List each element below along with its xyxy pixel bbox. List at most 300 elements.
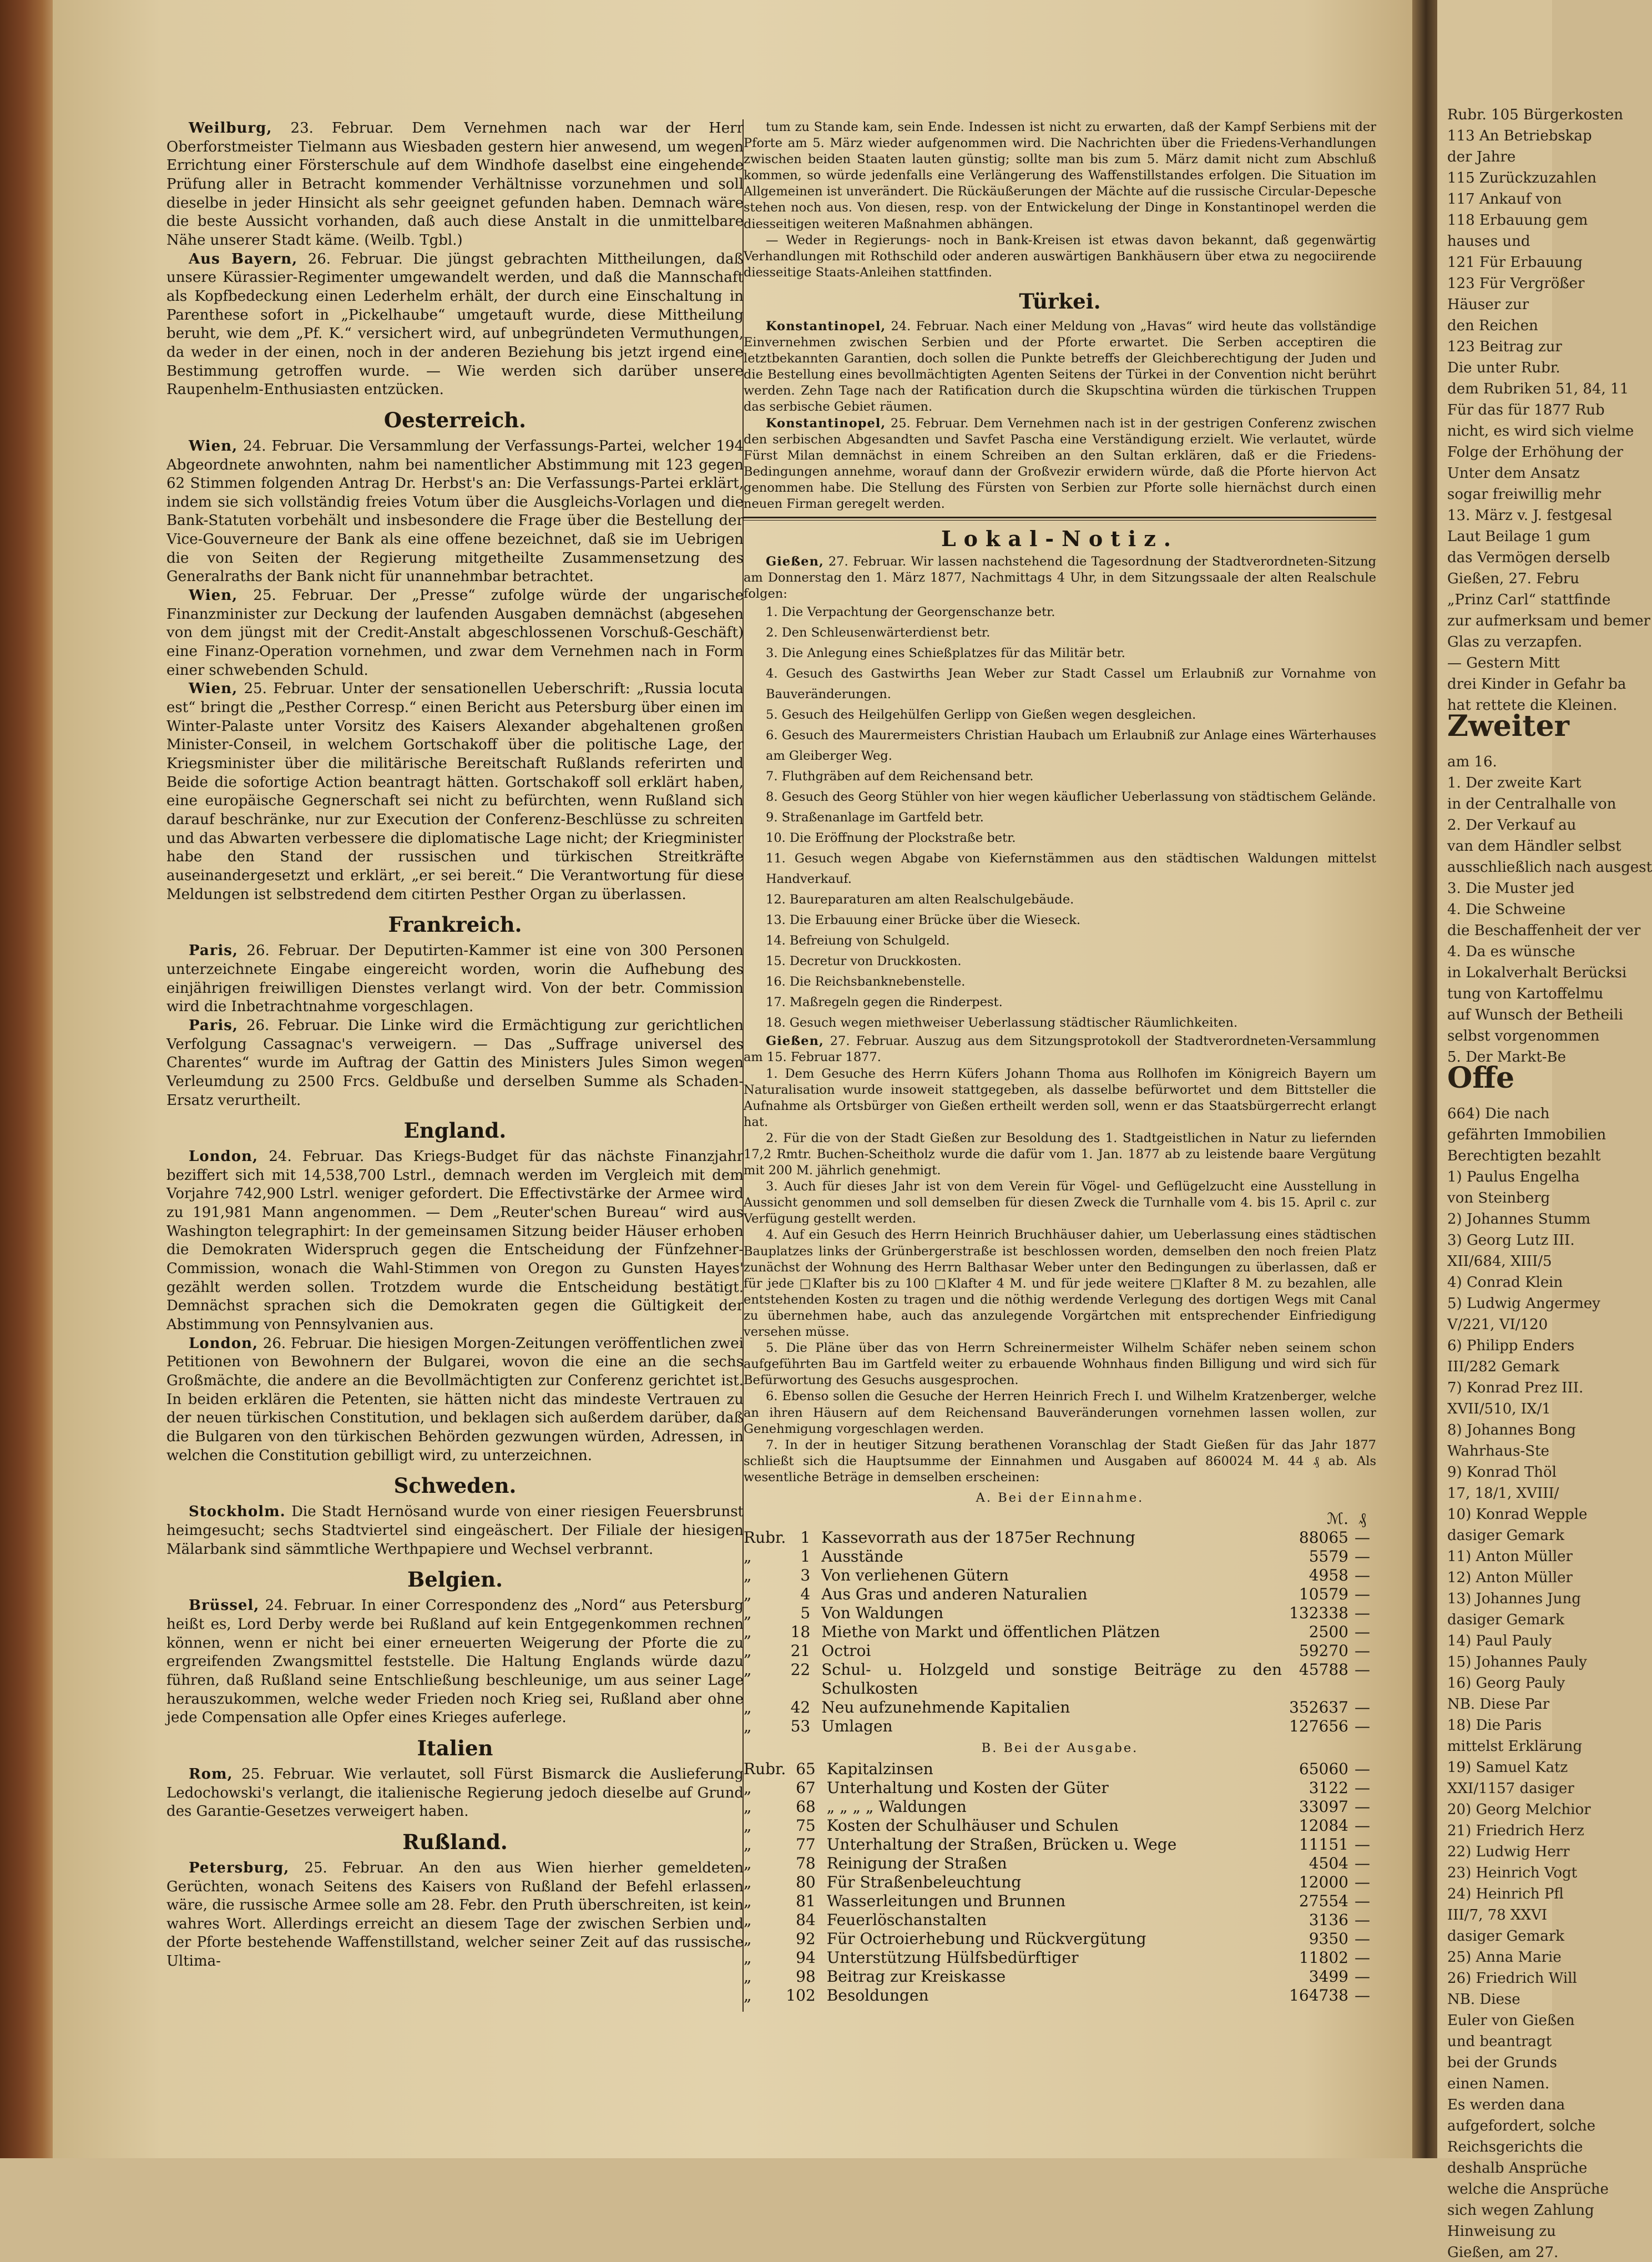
agenda-item: 5. Gesuch des Heilgehülfen Gerlipp von Gießen wegen desgleichen.	[766, 708, 1196, 723]
article-paragraph	[166, 1335, 744, 1466]
adjacent-page-line: NB. Diese	[1447, 1991, 1520, 2008]
adjacent-page-line: 6) Philipp Enders	[1447, 1337, 1575, 1354]
table-row	[744, 1642, 1376, 1660]
table-row	[744, 1528, 1376, 1547]
article-paragraph	[166, 1859, 744, 1971]
rubric-label: „	[744, 1585, 752, 1604]
rubric-label: „	[744, 1717, 752, 1736]
adjacent-page-line: Zweiter	[1447, 709, 1570, 743]
article-text: 26. Februar. Die Linke wird die Ermächtigung zur gerichtlichen Verfolgung Cassagnac's verweigern. — Das „Suffrage universel des Charentes“ wurde im Auftrag der Gattin des Ministers Jules Simon wegen Verleumdung zu 2500 Frcs. Geldbuße und derselben Summe als Schaden-Ersatz verurtheilt.	[166, 1017, 744, 1109]
article-text: 24. Februar. Die Versammlung der Verfassungs-Partei, welcher 194 Abgeordnete anwohnten, nahm bei namentlicher Abstimmung mit 123 gegen 62 Stimmen folgenden Antrag Dr. Herbst's an: Die Verfassungs-Partei erklärt, indem sie sich vollständig freies Votum über die Ausgleichs-Vorlagen und die Bank-Statuten vorbehält und insbesondere die Frage über die Bestellung der Vice-Gouverneure der Bank als eine offene bezeichnet, daß sie im Uebrigen die von Seiten der Regierung mitgetheilte Zusammensetzung des Generalraths der Bank nicht für unannehmbar betrachtet.	[166, 437, 744, 585]
article-text: 26. Februar. Die hiesigen Morgen-Zeitungen veröffentlichen zwei Petitionen von Bewohnern der Bulgarei, wovon die eine an die sechs Großmächte, die andere an die Bevollmächtigten zur Conferenz gerichtet ist. In beiden erklären die Petenten, sie hätten nicht das mindeste Vertrauen zu der neuen türkischen Constitution, und beklagen sich außerdem darüber, daß die Bulgaren von den türkischen Behörden gezwungen würden, Adressen, in welchen die Constitution gebilligt wird, zu unterzeichnen.	[166, 1335, 744, 1464]
rubric-label: „	[744, 1779, 752, 1798]
amount-pfennig: —	[1355, 1816, 1370, 1835]
adjacent-page-line: 13) Johannes Jung	[1447, 1591, 1581, 1607]
article-text: 23. Februar. Dem Vernehmen nach war der Herr Oberforstmeister Tielmann aus Wiesbaden gestern hier anwesend, um wegen Errichtung einer Försterschule auf dem Windhofe daselbst eine eingehende Prüfung aller in Betracht kommender Verhältnisse vorzunehmen und soll dieselbe in jeder Hinsicht als sehr geeignet gefunden haben. Demnach wäre die beste Aussicht vorhanden, daß auch diese Anstalt in die unmittelbare Nähe unserer Stadt käme. (Weilb. Tgbl.)	[166, 120, 744, 249]
item-description: Unterstützung Hülfsbedürftiger	[826, 1948, 1079, 1967]
rubric-number: 53	[790, 1717, 811, 1736]
amount-pfennig: —	[1355, 1642, 1370, 1660]
adjacent-page-line: 14) Paul Pauly	[1447, 1633, 1552, 1649]
table-row	[744, 1986, 1376, 2005]
table-row	[744, 1911, 1376, 1930]
item-description: Feuerlöschanstalten	[826, 1911, 987, 1930]
rubric-label: „	[744, 1604, 752, 1623]
amount-pfennig: —	[1355, 1873, 1370, 1892]
adjacent-page-line: in Lokalverhalt Berücksi	[1447, 965, 1627, 981]
einnahme-table	[744, 1509, 1376, 1736]
section-heading: Rußland.	[402, 1829, 508, 1854]
article-paragraph	[744, 233, 1376, 281]
place-name: Rom,	[189, 1765, 233, 1783]
adjacent-page-line: XVII/510, IX/1	[1447, 1401, 1551, 1417]
adjacent-page-line: III/7, 78 XXVI	[1447, 1907, 1548, 1923]
adjacent-page-line: Gießen, 27. Febru	[1447, 570, 1579, 587]
amount-pfennig: —	[1355, 1986, 1370, 2005]
rubric-number: 1	[800, 1547, 811, 1566]
agenda-item: 4. Gesuch des Gastwirths Jean Weber zur Stadt Cassel um Erlaubniß zur Vornahme von Bauveränderungen.	[766, 667, 1376, 702]
rubric-label: Rubr.	[744, 1528, 786, 1547]
rubric-number: 78	[796, 1854, 816, 1873]
amount-mark: 127656	[1289, 1717, 1348, 1736]
rubric-label: „	[744, 1948, 752, 1967]
table-row	[744, 1798, 1376, 1816]
adjacent-page-line: Euler von Gießen	[1447, 2012, 1575, 2029]
book-gutter	[1412, 0, 1437, 2158]
adjacent-page-line: 9) Konrad Thöl	[1447, 1464, 1557, 1481]
adjacent-page-line: NB. Diese Par	[1447, 1696, 1550, 1713]
article-text: 24. Februar. Das Kriegs-Budget für das nächste Finanzjahr beziffert sich mit 14,538,700 Lstrl., demnach werden im Vergleich mit dem Vorjahre 742,900 Lstrl. weniger gefordert. Die Effectivstärke der Armee wird zu 191,981 Mann angenommen. — Dem „Reuter'schen Bureau“ wird aus Washington telegraphirt: In der gemeinsamen Sitzung beider Häuser erhoben die Demokraten Widerspruch gegen die Entscheidung der Fünfzehner-Commission, wonach die Wahl-Stimmen von Oregon zu Gunsten Hayes' gezählt werden sollen. Trotzdem wurde die Entscheidung bestätigt. Demnächst sprachen sich die Demokraten gegen die Gültigkeit der Abstimmung von Pennsylvanien aus.	[166, 1148, 744, 1334]
protokoll-item: 1. Dem Gesuche des Herrn Küfers Johann Thoma aus Rollhofen im Königreich Bayern um Naturalisation wurde insoweit stattgegeben, als dasselbe befürwortet und dem Bittsteller die Aufnahme als Ortsbürger von Gießen ertheilt werden soll, wenn er das Staatsbürgerrecht erlangt hat.	[744, 1066, 1376, 1129]
unit-pfennig-header: ₰	[1358, 1509, 1366, 1528]
adjacent-page-line: 19) Samuel Katz	[1447, 1759, 1568, 1776]
table-row	[744, 1623, 1376, 1642]
amount-pfennig: —	[1355, 1798, 1370, 1816]
item-description: Reinigung der Straßen	[826, 1854, 1007, 1873]
adjacent-page-line: den Reichen	[1447, 317, 1538, 334]
protokoll-item: 7. In der in heutiger Sitzung berathenen Voranschlag der Stadt Gießen für das Jahr 1877 schließt sich die Hauptsumme der Einnahmen und Ausgaben auf 860024 M. 44 ₰ ab. Als wesentliche Beträge in demselben erscheinen:	[744, 1437, 1376, 1485]
agenda-item: 1. Die Verpachtung der Georgenschanze betr.	[766, 605, 1055, 620]
lokal-intro	[744, 554, 1376, 602]
item-description: Besoldungen	[826, 1986, 929, 2005]
adjacent-page-line: 17, 18/1, XVIII/	[1447, 1485, 1559, 1502]
rubric-number: 102	[786, 1986, 816, 2005]
amount-pfennig: —	[1355, 1760, 1370, 1779]
amount-pfennig: —	[1355, 1948, 1370, 1967]
adjacent-page-line: 20) Georg Melchior	[1447, 1801, 1591, 1818]
place-name: Petersburg,	[189, 1859, 290, 1876]
adjacent-page-line: und beantragt	[1447, 2033, 1552, 2050]
item-description: Für Straßenbeleuchtung	[826, 1873, 1022, 1892]
article-text: 25. Februar. Unter der sensationellen Ueberschrift: „Russia locuta est“ bringt die „Pesther Corresp.“ einen Bericht aus Petersburg über einen im Winter-Palaste unter Vorsitz des Kaisers Alexander abgehaltenen großen Minister-Conseil, in welchem Gortschakoff über die politische Lage, der Kriegsminister über die militärische Bereitschaft Rußlands referirten und Beide die sofortige Action beantragt hätten. Gortschakoff soll erklärt haben, eine europäische Gegnerschaft sei nicht zu befürchten, wenn Rußland sich darauf beschränke, nur zur Execution der Conferenz-Beschlüsse zu schreiten und das Abwarten verbessere die diplomatische Lage nicht; der Kriegminister habe den Stand der russischen und türkischen Streitkräfte auseinandergesetzt und erklärt, „er sei bereit.“ Die Verantwortung für diese Meldungen ist selbstredend dem citirten Pesther Organ zu überlassen.	[166, 680, 744, 903]
table-row	[744, 1835, 1376, 1854]
adjacent-page-line: Häuser zur	[1447, 296, 1529, 313]
amount-mark: 11802	[1299, 1948, 1348, 1967]
rubric-label: „	[744, 1930, 752, 1948]
einnahme-title: A. Bei der Einnahme.	[976, 1490, 1144, 1505]
amount-mark: 11151	[1299, 1835, 1348, 1854]
item-description: Aus Gras und anderen Naturalien	[821, 1585, 1088, 1604]
item-description: Unterhaltung der Straßen, Brücken u. Wege	[826, 1835, 1177, 1854]
table-row	[744, 1717, 1376, 1736]
agenda-item: 8. Gesuch des Georg Stühler von hier wegen käuflicher Ueberlassung von städtischem Gelände.	[766, 790, 1376, 805]
agenda-item: 13. Die Erbauung einer Brücke über die Wieseck.	[766, 913, 1081, 928]
article-paragraph	[166, 680, 744, 904]
rubric-number: 3	[800, 1566, 811, 1585]
adjacent-page-line: Es werden dana	[1447, 2097, 1565, 2113]
table-row	[744, 1698, 1376, 1717]
protokoll-item: 2. Für die von der Stadt Gießen zur Besoldung des 1. Stadtgeistlichen in Natur zu liefernden 17,2 Rmtr. Buchen-Scheitholz wurde die dafür vom 1. Jan. 1877 ab zu leistende baare Vergütung mit 200 M. jährlich genehmigt.	[744, 1130, 1376, 1178]
article-text: 25. Februar. Der „Presse“ zufolge würde der ungarische Finanzminister zur Deckung der laufenden Ausgaben demnächst (abgesehen von dem jüngst mit der Credit-Anstalt abgeschlossenen Vorschuß-Geschäft) eine Finanz-Operation vornehmen, und zwar dem Vernehmen nach in Form einer schwebenden Schuld.	[166, 587, 744, 679]
place-name: Stockholm.	[189, 1503, 286, 1521]
adjacent-page-line: 26) Friedrich Will	[1447, 1970, 1577, 1987]
adjacent-page-line: III/282 Gemark	[1447, 1359, 1559, 1375]
item-description: „ „ „ „ Waldungen	[826, 1798, 967, 1816]
rubric-number: 18	[790, 1623, 811, 1642]
table-row	[744, 1967, 1376, 1986]
rubric-number: 81	[796, 1892, 816, 1911]
agenda-item: 11. Gesuch wegen Abgabe von Kiefernstämmen aus den städtischen Waldungen mittelst Handverkauf.	[766, 851, 1376, 887]
place-name: Brüssel,	[189, 1597, 260, 1614]
article-paragraph	[166, 1503, 744, 1559]
left-column	[166, 119, 744, 1971]
agenda-item: 6. Gesuch des Maurermeisters Christian Haubach um Erlaubniß zur Anlage eines Wärterhauses am Gleiberger Weg.	[766, 728, 1376, 764]
amount-pfennig: —	[1355, 1930, 1370, 1948]
adjacent-page-line: 2. Der Verkauf au	[1447, 817, 1577, 834]
article-text: Die Stadt Hernösand wurde von einer riesigen Feuersbrunst heimgesucht; sechs Stadtviertel sind eingeäschert. Der Filiale der hiesigen Mälarbank sind sämmtliche Werthpapiere und Wechsel verbrannt.	[166, 1503, 744, 1558]
article-text: tum zu Stande kam, sein Ende. Indessen ist nicht zu erwarten, daß der Kampf Serbiens mit der Pforte am 5. März wieder aufgenommen wird. Die Nachrichten über die Friedens-Verhandlungen zwischen beiden Staaten lauten günstig; sollte man bis zum 5. März damit nicht zum Abschluß kommen, so würde jedenfalls eine Verlängerung des Waffenstillstandes erfolgen. Die Situation im Allgemeinen ist unverändert. Die Rückäußerungen der Mächte auf die russische Circular-Depesche stehen noch aus. Von diesen, resp. von der Entwickelung der Dinge in Konstantinopel werden die diesseitigen weiteren Maßnahmen abhängen.	[744, 120, 1376, 231]
item-description: Unterhaltung und Kosten der Güter	[826, 1779, 1109, 1798]
protokoll-intro	[744, 1033, 1376, 1066]
adjacent-page-line: selbst vorgenommen	[1447, 1028, 1600, 1044]
section-heading: Schweden.	[393, 1473, 517, 1498]
amount-pfennig: —	[1355, 1967, 1370, 1986]
table-row	[744, 1816, 1376, 1835]
table-row	[744, 1930, 1376, 1948]
unit-mark-header: ℳ.	[1327, 1509, 1348, 1528]
article-text: 24. Februar. In einer Correspondenz des „Nord“ aus Petersburg heißt es, Lord Derby werde bei Rußland auf kein Entgegenkommen rechnen können, wenn er nicht bei einer erneuerten Weigerung der Pforte die zu ergreifenden Zwangsmittel feststelle. Die Haltung Englands würde dazu führen, daß Rußland seine Entschließung beschleunige, um aus seiner Lage herauszukommen, welche weder Frieden noch Krieg sei, Rußland aber ohne jede Compensation alle Opfer eines Krieges auferlege.	[166, 1597, 744, 1726]
adjacent-page-line: hat rettete die Kleinen.	[1447, 697, 1618, 714]
agenda-item: 7. Fluthgräben auf dem Reichensand betr.	[766, 769, 1034, 784]
adjacent-page-line: dasiger Gemark	[1447, 1928, 1565, 1945]
adjacent-page-line: nicht, es wird sich vielme	[1447, 423, 1634, 440]
adjacent-page-line: welche die Ansprüche	[1447, 2181, 1609, 2198]
adjacent-page-line: Gießen, am 27.	[1447, 2244, 1559, 2261]
rubric-label: „	[744, 1835, 752, 1854]
rubric-number: 42	[790, 1698, 811, 1717]
article-text: 26. Februar. Die jüngst gebrachten Mittheilungen, daß unsere Kürassier-Regimenter umgewandelt werden, und daß die Mannschaft als Kopfbedeckung einen Lederhelm erhält, der durch eine Einschaltung in Parenthese sofort in „Pickelhaube“ umgetauft wurde, diese Mittheilung beruht, wie dem „Pf. K.“ versichert wird, auf unbegründeten Vermuthungen, da weder in der einen, noch in der anderen Beziehung bis jetzt irgend eine Bestimmung getroffen wurde. — Wie werden sich darüber unsere Raupenhelm-Enthusiasten entzücken.	[166, 250, 744, 398]
amount-mark: 5579	[1309, 1547, 1348, 1566]
table-row	[744, 1660, 1376, 1698]
rubric-label: „	[744, 1698, 752, 1717]
rubric-label: „	[744, 1892, 752, 1911]
rubric-label: „	[744, 1967, 752, 1986]
adjacent-page-line: Unter dem Ansatz	[1447, 465, 1580, 482]
item-description: Wasserleitungen und Brunnen	[826, 1892, 1066, 1911]
adjacent-page-fragment	[1437, 0, 1652, 2261]
item-description: Ausstände	[821, 1547, 903, 1566]
place-name: Weilburg,	[189, 120, 272, 137]
adjacent-page-line: Glas zu verzapfen.	[1447, 634, 1583, 650]
rubric-number: 84	[796, 1911, 816, 1930]
adjacent-page-line: 4. Da es wünsche	[1447, 943, 1575, 960]
adjacent-page-line: dem Rubriken 51, 84, 11	[1447, 381, 1629, 397]
amount-mark: 3136	[1309, 1911, 1348, 1930]
place-name: Wien,	[189, 437, 238, 455]
item-description: Umlagen	[821, 1717, 893, 1736]
right-column	[744, 119, 1376, 2005]
place-name: Konstantinopel,	[766, 319, 886, 334]
adjacent-page-line: 25) Anna Marie	[1447, 1949, 1562, 1966]
article-paragraph	[166, 942, 744, 1017]
table-row	[744, 1948, 1376, 1967]
amount-mark: 4504	[1309, 1854, 1348, 1873]
item-description: Für Octroierhebung und Rückvergütung	[826, 1930, 1146, 1948]
rubric-number: 1	[800, 1528, 811, 1547]
protokoll-item: 4. Auf ein Gesuch des Herrn Heinrich Bruchhäuser dahier, um Ueberlassung eines städtischen Bauplatzes links der Grünbergerstraße ist beschlossen worden, demselben den noch freien Platz zunächst der Wohnung des Herrn Balthasar Weber unter den Bedingungen zu überlassen, daß er für jede □Klafter bis zu 100 □Klafter 4 M. und für jede weitere □Klafter 8 M. zu bezahlen, alle entstehenden Kosten zu tragen und die nöthig werdende Verlegung des dortigen Wegs mit Canal zu übernehmen habe, auch das anzulegende Vorgärtchen mit entsprechender Einfriedigung versehen müsse.	[744, 1228, 1376, 1340]
protokoll-item: 6. Ebenso sollen die Gesuche der Herren Heinrich Frech I. und Wilhelm Kratzenberger, welche an ihren Häusern auf dem Reichensand Bauveränderungen vornehmen lassen wollen, zur Genehmigung vorgeschlagen werden.	[744, 1389, 1376, 1436]
agenda-item: 15. Decretur von Druckkosten.	[766, 954, 962, 969]
article-text: 25. Februar. Wie verlautet, soll Fürst Bismarck die Auslieferung Ledochowski's verlangt, die italienische Regierung jedoch dieselbe auf Grund des Garantie-Gesetzes verweigert haben.	[166, 1765, 744, 1820]
item-description: Von Waldungen	[821, 1604, 944, 1623]
amount-mark: 65060	[1299, 1760, 1348, 1779]
adjacent-page-line: 4. Die Schweine	[1447, 901, 1566, 918]
rubric-number: 21	[790, 1642, 811, 1660]
table-row	[744, 1892, 1376, 1911]
agenda-item: 2. Den Schleusenwärterdienst betr.	[766, 625, 991, 640]
article-paragraph	[166, 437, 744, 587]
adjacent-page-line: 117 Ankauf von	[1447, 191, 1562, 208]
item-description: Miethe von Markt und öffentlichen Plätzen	[821, 1623, 1160, 1642]
article-paragraph	[744, 119, 1376, 233]
adjacent-page-line: 8) Johannes Bong	[1447, 1422, 1576, 1438]
adjacent-page-line: 121 Für Erbauung	[1447, 254, 1583, 271]
place-name: London,	[189, 1335, 259, 1352]
rubric-number: 98	[796, 1967, 816, 1986]
article-paragraph	[166, 119, 744, 250]
agenda-item: 12. Baureparaturen am alten Realschulgebäude.	[766, 892, 1074, 907]
adjacent-page-line: — Gestern Mitt	[1447, 655, 1560, 671]
amount-mark: 33097	[1299, 1798, 1348, 1816]
article-text: 25. Februar. An den aus Wien hierher gemeldeten Gerüchten, wonach Seitens des Kaisers von Rußland der Befehl erlassen wäre, die russische Armee solle am 28. Febr. den Pruth überschreiten, ist kein wahres Wort. Allerdings erreicht an diesem Tage der zwischen Serbien und der Pforte bestehende Waffenstillstand, welcher seiner Zeit auf das russische Ultima-	[166, 1859, 744, 1970]
ausgabe-title: B. Bei der Ausgabe.	[981, 1741, 1139, 1756]
adjacent-page-line: 113 An Betriebskap	[1447, 128, 1592, 144]
agenda-item: 14. Befreiung von Schulgeld.	[766, 933, 950, 948]
rubric-number: 94	[796, 1948, 816, 1967]
amount-pfennig: —	[1355, 1911, 1370, 1930]
rubric-number: 22	[790, 1660, 811, 1679]
adjacent-page-line: hauses und	[1447, 233, 1530, 250]
rubric-number: 67	[796, 1779, 816, 1798]
article-text: — Weder in Regierungs- noch in Bank-Kreisen ist etwas davon bekannt, daß gegenwärtig Verhandlungen mit Rothschild oder anderen auswärtigen Bankhäusern über etwa zu negociirende diesseitige Staats-Anleihen stattfinden.	[744, 233, 1376, 280]
table-row	[744, 1873, 1376, 1892]
rubric-label: „	[744, 1547, 752, 1566]
amount-mark: 45788	[1299, 1660, 1348, 1679]
amount-pfennig: —	[1355, 1698, 1370, 1717]
place-name: London,	[189, 1148, 259, 1165]
adjacent-page-line: von Steinberg	[1447, 1190, 1550, 1206]
adjacent-page-line: 2) Johannes Stumm	[1447, 1211, 1591, 1228]
section-heading: England.	[403, 1118, 507, 1143]
adjacent-page-line: 123 Beitrag zur	[1447, 339, 1562, 355]
amount-mark: 10579	[1299, 1585, 1348, 1604]
adjacent-page-line: 3) Georg Lutz III.	[1447, 1232, 1575, 1249]
agenda-item: 16. Die Reichsbanknebenstelle.	[766, 975, 966, 989]
table-header-row	[744, 1509, 1376, 1528]
item-description: Kassevorrath aus der 1875er Rechnung	[821, 1528, 1135, 1547]
amount-pfennig: —	[1355, 1623, 1370, 1642]
book-binding	[0, 0, 53, 2158]
amount-pfennig: —	[1355, 1547, 1370, 1566]
adjacent-page-line: Wahrhaus-Ste	[1447, 1443, 1549, 1460]
ausgabe-table	[744, 1760, 1376, 2005]
rubric-label: „	[744, 1873, 752, 1892]
amount-mark: 164738	[1289, 1986, 1348, 2005]
adjacent-page-line: Hinweisung zu	[1447, 2223, 1556, 2240]
section-heading: Oesterreich.	[383, 407, 527, 432]
adjacent-page-line: 118 Erbauung gem	[1447, 212, 1588, 229]
adjacent-page-line: Rubr. 105 Bürgerkosten	[1447, 107, 1624, 123]
adjacent-page-line: 22) Ludwig Herr	[1447, 1844, 1570, 1860]
place-name: Wien,	[189, 587, 238, 604]
adjacent-page-line: am 16.	[1447, 754, 1497, 770]
place-name: Paris,	[189, 942, 238, 960]
adjacent-page-line: 18) Die Paris	[1447, 1717, 1542, 1734]
adjacent-page-line: 11) Anton Müller	[1447, 1548, 1573, 1565]
protokoll-item: 3. Auch für dieses Jahr ist von dem Verein für Vögel- und Geflügelzucht eine Ausstellung in Aussicht genommen und soll demselben für diesen Zweck die Turnhalle vom 4. bis 15. April c. zur Verfügung gestellt werden.	[744, 1179, 1376, 1226]
item-description: Kapitalzinsen	[826, 1760, 933, 1779]
rubric-label: „	[744, 1642, 752, 1660]
place-name: Wien,	[189, 680, 238, 698]
adjacent-page-line: 10) Konrad Wepple	[1447, 1506, 1588, 1523]
amount-mark: 12084	[1299, 1816, 1348, 1835]
adjacent-page-line: 5. Der Markt-Be	[1447, 1049, 1567, 1066]
amount-mark: 9350	[1309, 1930, 1348, 1948]
rubric-label: „	[744, 1660, 752, 1679]
adjacent-page-line: das Vermögen derselb	[1447, 549, 1610, 566]
amount-mark: 4958	[1309, 1566, 1348, 1585]
adjacent-page-line: 5) Ludwig Angermey	[1447, 1295, 1600, 1312]
rubric-label: „	[744, 1911, 752, 1930]
amount-mark: 27554	[1299, 1892, 1348, 1911]
amount-mark: 2500	[1309, 1623, 1348, 1642]
rubric-label: Rubr.	[744, 1760, 786, 1779]
amount-pfennig: —	[1355, 1585, 1370, 1604]
article-paragraph	[744, 416, 1376, 513]
adjacent-page-line: 23) Heinrich Vogt	[1447, 1865, 1578, 1881]
adjacent-page-line: XII/684, XIII/5	[1447, 1253, 1552, 1270]
adjacent-page-line: sogar freiwillig mehr	[1447, 486, 1602, 503]
adjacent-page-line: 664) Die nach	[1447, 1105, 1550, 1122]
amount-pfennig: —	[1355, 1660, 1370, 1679]
amount-pfennig: —	[1355, 1779, 1370, 1798]
article-paragraph	[744, 319, 1376, 416]
amount-pfennig: —	[1355, 1854, 1370, 1873]
article-paragraph	[166, 1017, 744, 1110]
adjacent-page-line: sich wegen Zahlung	[1447, 2202, 1594, 2219]
section-heading: Türkei.	[1019, 289, 1101, 314]
adjacent-page-line: Für das für 1877 Rub	[1447, 402, 1605, 418]
protokoll-intro-text: 27. Februar. Auszug aus dem Sitzungsprotokoll der Stadtverordneten-Versammlung am 15. Februar 1877.	[744, 1034, 1376, 1065]
amount-mark: 88065	[1299, 1528, 1348, 1547]
adjacent-page-line: Berechtigten bezahlt	[1447, 1148, 1601, 1164]
rubric-number: 5	[800, 1604, 811, 1623]
adjacent-page-line: 115 Zurückzuzahlen	[1447, 170, 1597, 186]
amount-pfennig: —	[1355, 1604, 1370, 1623]
amount-mark: 352637	[1289, 1698, 1348, 1717]
article-paragraph	[166, 1597, 744, 1728]
adjacent-page-line: Folge der Erhöhung der	[1447, 444, 1624, 461]
place-name: Aus Bayern,	[189, 250, 298, 267]
adjacent-page-line: tung von Kartoffelmu	[1447, 986, 1604, 1002]
amount-pfennig: —	[1355, 1566, 1370, 1585]
rubric-number: 68	[796, 1798, 816, 1816]
right-column-news	[744, 119, 1376, 512]
adjacent-page-line: dasiger Gemark	[1447, 1612, 1565, 1628]
adjacent-page-line: Offe	[1447, 1061, 1515, 1095]
adjacent-page-line: aufgefordert, solche	[1447, 2118, 1596, 2134]
rubric-label: „	[744, 1798, 752, 1816]
adjacent-page-line: Laut Beilage 1 gum	[1447, 528, 1590, 545]
adjacent-page-line: 15) Johannes Pauly	[1447, 1654, 1587, 1670]
agenda-item: 10. Die Eröffnung der Plockstraße betr.	[766, 831, 1016, 846]
place-name: Paris,	[189, 1017, 238, 1034]
adjacent-page-line: 13. März v. J. festgesal	[1447, 507, 1613, 524]
rubric-number: 80	[796, 1873, 816, 1892]
adjacent-page-line: V/221, VI/120	[1447, 1316, 1548, 1333]
adjacent-page-line: gefährten Immobilien	[1447, 1127, 1606, 1143]
rubric-number: 4	[800, 1585, 811, 1604]
adjacent-page-line: 7) Konrad Prez III.	[1447, 1380, 1584, 1396]
adjacent-page-line: deshalb Ansprüche	[1447, 2160, 1588, 2177]
article-paragraph	[166, 1148, 744, 1335]
agenda-item: 3. Die Anlegung eines Schießplatzes für das Militär betr.	[766, 646, 1125, 661]
section-heading: Italien	[417, 1735, 493, 1760]
rubric-number: 65	[796, 1760, 816, 1779]
item-description: Von verliehenen Gütern	[821, 1566, 1009, 1585]
agenda-item: 18. Gesuch wegen miethweiser Ueberlassung städtischer Räumlichkeiten.	[766, 1016, 1238, 1031]
table-row	[744, 1547, 1376, 1566]
protokoll-items	[744, 1066, 1376, 1486]
amount-mark: 3122	[1309, 1779, 1348, 1798]
amount-mark: 3499	[1309, 1967, 1348, 1986]
amount-pfennig: —	[1355, 1892, 1370, 1911]
adjacent-page-line: auf Wunsch der Betheili	[1447, 1007, 1623, 1023]
adjacent-page-line: Reichsgerichts die	[1447, 2139, 1583, 2155]
adjacent-page-line: 16) Georg Pauly	[1447, 1675, 1565, 1692]
adjacent-page-line: 12) Anton Müller	[1447, 1569, 1573, 1586]
table-row	[744, 1566, 1376, 1585]
adjacent-page-line: mittelst Erklärung	[1447, 1738, 1583, 1755]
item-description: Schul- u. Holzgeld und sonstige Beiträge zu den Schulkosten	[821, 1660, 1282, 1698]
rubric-label: „	[744, 1986, 752, 2005]
section-heading: Frankreich.	[388, 912, 522, 937]
rubric-label: „	[744, 1566, 752, 1585]
adjacent-page-line: 3. Die Muster jed	[1447, 880, 1575, 897]
rubric-label: „	[744, 1854, 752, 1873]
item-description: Octroi	[821, 1642, 871, 1660]
table-row	[744, 1585, 1376, 1604]
article-paragraph	[166, 587, 744, 680]
rubric-number: 75	[796, 1816, 816, 1835]
adjacent-page-line: 1) Paulus Engelha	[1447, 1169, 1580, 1185]
adjacent-page-line: 1. Der zweite Kart	[1447, 775, 1582, 791]
lokal-intro-text: 27. Februar. Wir lassen nachstehend die Tagesordnung der Stadtverordneten-Sitzung am Donnerstag den 1. März 1877, Nachmittags 4 Uhr, in dem Sitzungssaale der alten Realschule folgen:	[744, 554, 1376, 602]
amount-mark: 132338	[1289, 1604, 1348, 1623]
adjacent-page-line: 123 Für Vergrößer	[1447, 275, 1585, 292]
adjacent-page-line: 4) Conrad Klein	[1447, 1274, 1563, 1291]
adjacent-page-line: Die unter Rubr.	[1447, 360, 1560, 376]
article-paragraph	[166, 1765, 744, 1821]
